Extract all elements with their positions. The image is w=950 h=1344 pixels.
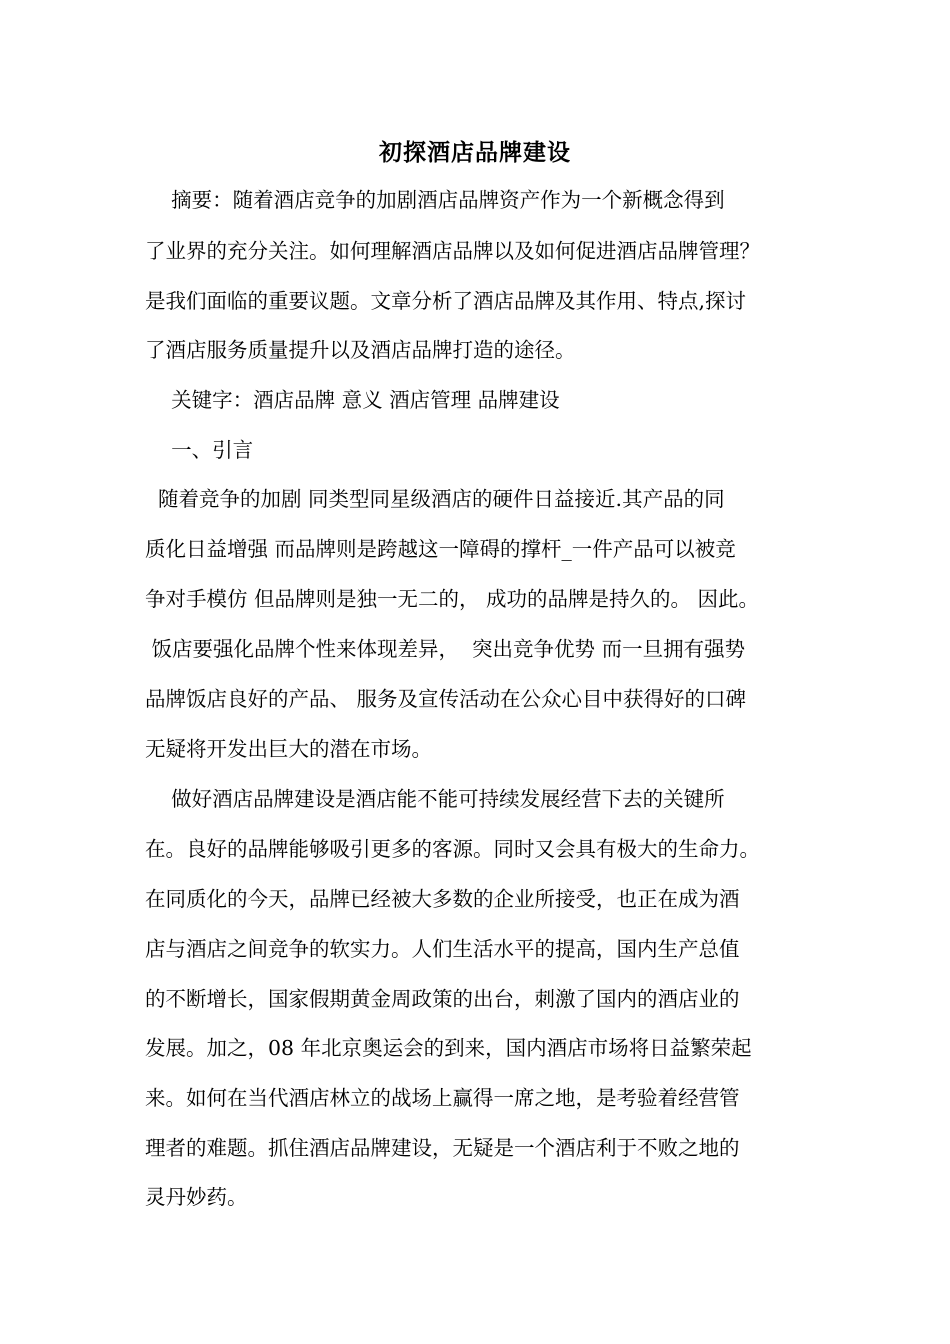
- paragraph-2-line-5: 的不断增长，国家假期黄金周政策的出台，刺激了国内的酒店业的: [145, 987, 740, 1011]
- document-title: 初探酒店品牌建设: [379, 139, 571, 166]
- paragraph-2-line-6: 发展。加之，08 年北京奥运会的到来，国内酒店市场将日益繁荣起: [145, 1036, 752, 1060]
- paragraph-2-line-2: 在。良好的品牌能够吸引更多的客源。同时又会具有极大的生命力。: [145, 837, 760, 861]
- abstract-line-4: 了酒店服务质量提升以及酒店品牌打造的途径。: [145, 338, 576, 362]
- paragraph-2-line-4: 店与酒店之间竞争的软实力。人们生活水平的提高，国内生产总值: [145, 937, 740, 961]
- paragraph-1-line-1: 随着竞争的加剧 同类型同星级酒店的硬件日益接近.其产品的同: [145, 487, 725, 511]
- paragraph-1-line-5: 品牌饭店良好的产品、 服务及宣传活动在公众心目中获得好的口碑: [145, 687, 747, 711]
- paragraph-1-line-6: 无疑将开发出巨大的潜在市场。: [145, 737, 432, 761]
- paragraph-2-line-9: 灵丹妙药。: [145, 1185, 248, 1209]
- paragraph-1-line-3: 争对手模仿 但品牌则是独一无二的， 成功的品牌是持久的。 因此。: [145, 587, 760, 611]
- paragraph-2-line-8: 理者的难题。抓住酒店品牌建设，无疑是一个酒店利于不败之地的: [145, 1136, 740, 1160]
- abstract-line-3: 是我们面临的重要议题。文章分析了酒店品牌及其作用、特点,探讨: [145, 289, 747, 313]
- keywords-line: 关键字：酒店品牌 意义 酒店管理 品牌建设: [145, 388, 560, 412]
- abstract-line-1: 摘要：随着酒店竞争的加剧酒店品牌资产作为一个新概念得到: [145, 188, 725, 212]
- paragraph-2-line-1: 做好酒店品牌建设是酒店能不能可持续发展经营下去的关键所: [145, 787, 725, 811]
- paragraph-1-line-2: 质化日益增强 而品牌则是跨越这一障碍的撑杆_一件产品可以被竞: [145, 537, 736, 561]
- paragraph-2-line-3: 在同质化的今天，品牌已经被大多数的企业所接受，也正在成为酒: [145, 887, 740, 911]
- paragraph-2-line-7: 来。如何在当代酒店林立的战场上赢得一席之地，是考验着经营管: [145, 1086, 740, 1110]
- section-heading-introduction: 一、引言: [145, 438, 254, 462]
- paragraph-1-line-4: 饭店要强化品牌个性来体现差异， 突出竞争优势 而一旦拥有强势: [145, 637, 746, 661]
- abstract-line-2: 了业界的充分关注。如何理解酒店品牌以及如何促进酒店品牌管理？: [145, 239, 760, 263]
